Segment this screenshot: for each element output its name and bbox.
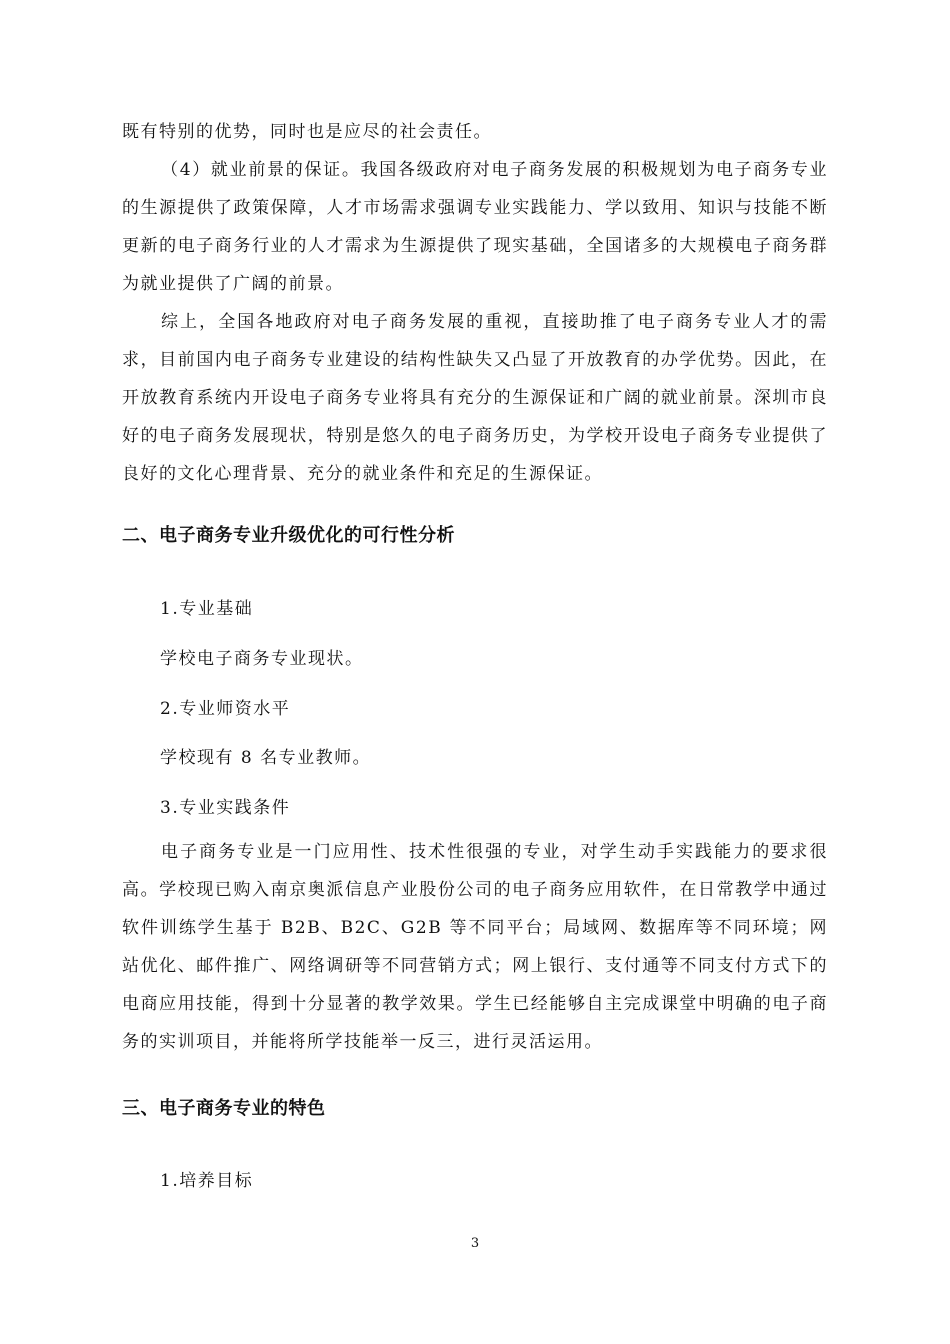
- section-heading-characteristics: 三、电子商务专业的特色: [122, 1098, 326, 1119]
- text-faculty-level: 学校现有 8 名专业教师。: [160, 748, 372, 768]
- subheading-training-goals: 1.培养目标: [160, 1171, 254, 1191]
- paragraph-summary: 综上，全国各地政府对电子商务发展的重视，直接助推了电子商务专业人才的需求，目前国内电子商务专业建设的结构性缺失又凸显了开放教育的办学优势。因此，在开放教育系统内开设电子商务专业将具有充分的生源保证和广阔的就业前景。深圳市良好的电子商务发展现状，特别是悠久的电子商务历史，为学校开设电子商务专业提供了良好的文化心理背景、充分的就业条件和充足的生源保证。: [122, 312, 828, 484]
- paragraph-practice-conditions: 电子商务专业是一门应用性、技术性很强的专业，对学生动手实践能力的要求很高。学校现已购入南京奥派信息产业股份公司的电子商务应用软件，在日常教学中通过软件训练学生基于 B2B、B2C、G2B 等不同平台；局域网、数据库等不同环境；网站优化、邮件推广、网络调研等不同营销方式；网上银行、支付通等不同支付方式下的电商应用技能，得到十分显著的教学效果。学生已经能够自主完成课堂中明确的电子商务的实训项目，并能将所学技能举一反三，进行灵活运用。: [122, 842, 828, 1052]
- subheading-professional-basis: 1.专业基础: [160, 599, 254, 619]
- paragraph-continued: 既有特别的优势，同时也是应尽的社会责任。: [122, 122, 492, 142]
- paragraph-employment-prospects: （4）就业前景的保证。我国各级政府对电子商务发展的积极规划为电子商务专业的生源提供了政策保障，人才市场需求强调专业实践能力、学以致用、知识与技能不断更新的电子商务行业的人才需求为生源提供了现实基础，全国诸多的大规模电子商务群为就业提供了广阔的前景。: [122, 160, 828, 294]
- page-number: 3: [470, 1236, 480, 1251]
- text-professional-basis: 学校电子商务专业现状。: [160, 649, 364, 669]
- section-heading-feasibility: 二、电子商务专业升级优化的可行性分析: [122, 525, 455, 546]
- subheading-practice-conditions: 3.专业实践条件: [160, 798, 291, 818]
- subheading-faculty-level: 2.专业师资水平: [160, 699, 291, 719]
